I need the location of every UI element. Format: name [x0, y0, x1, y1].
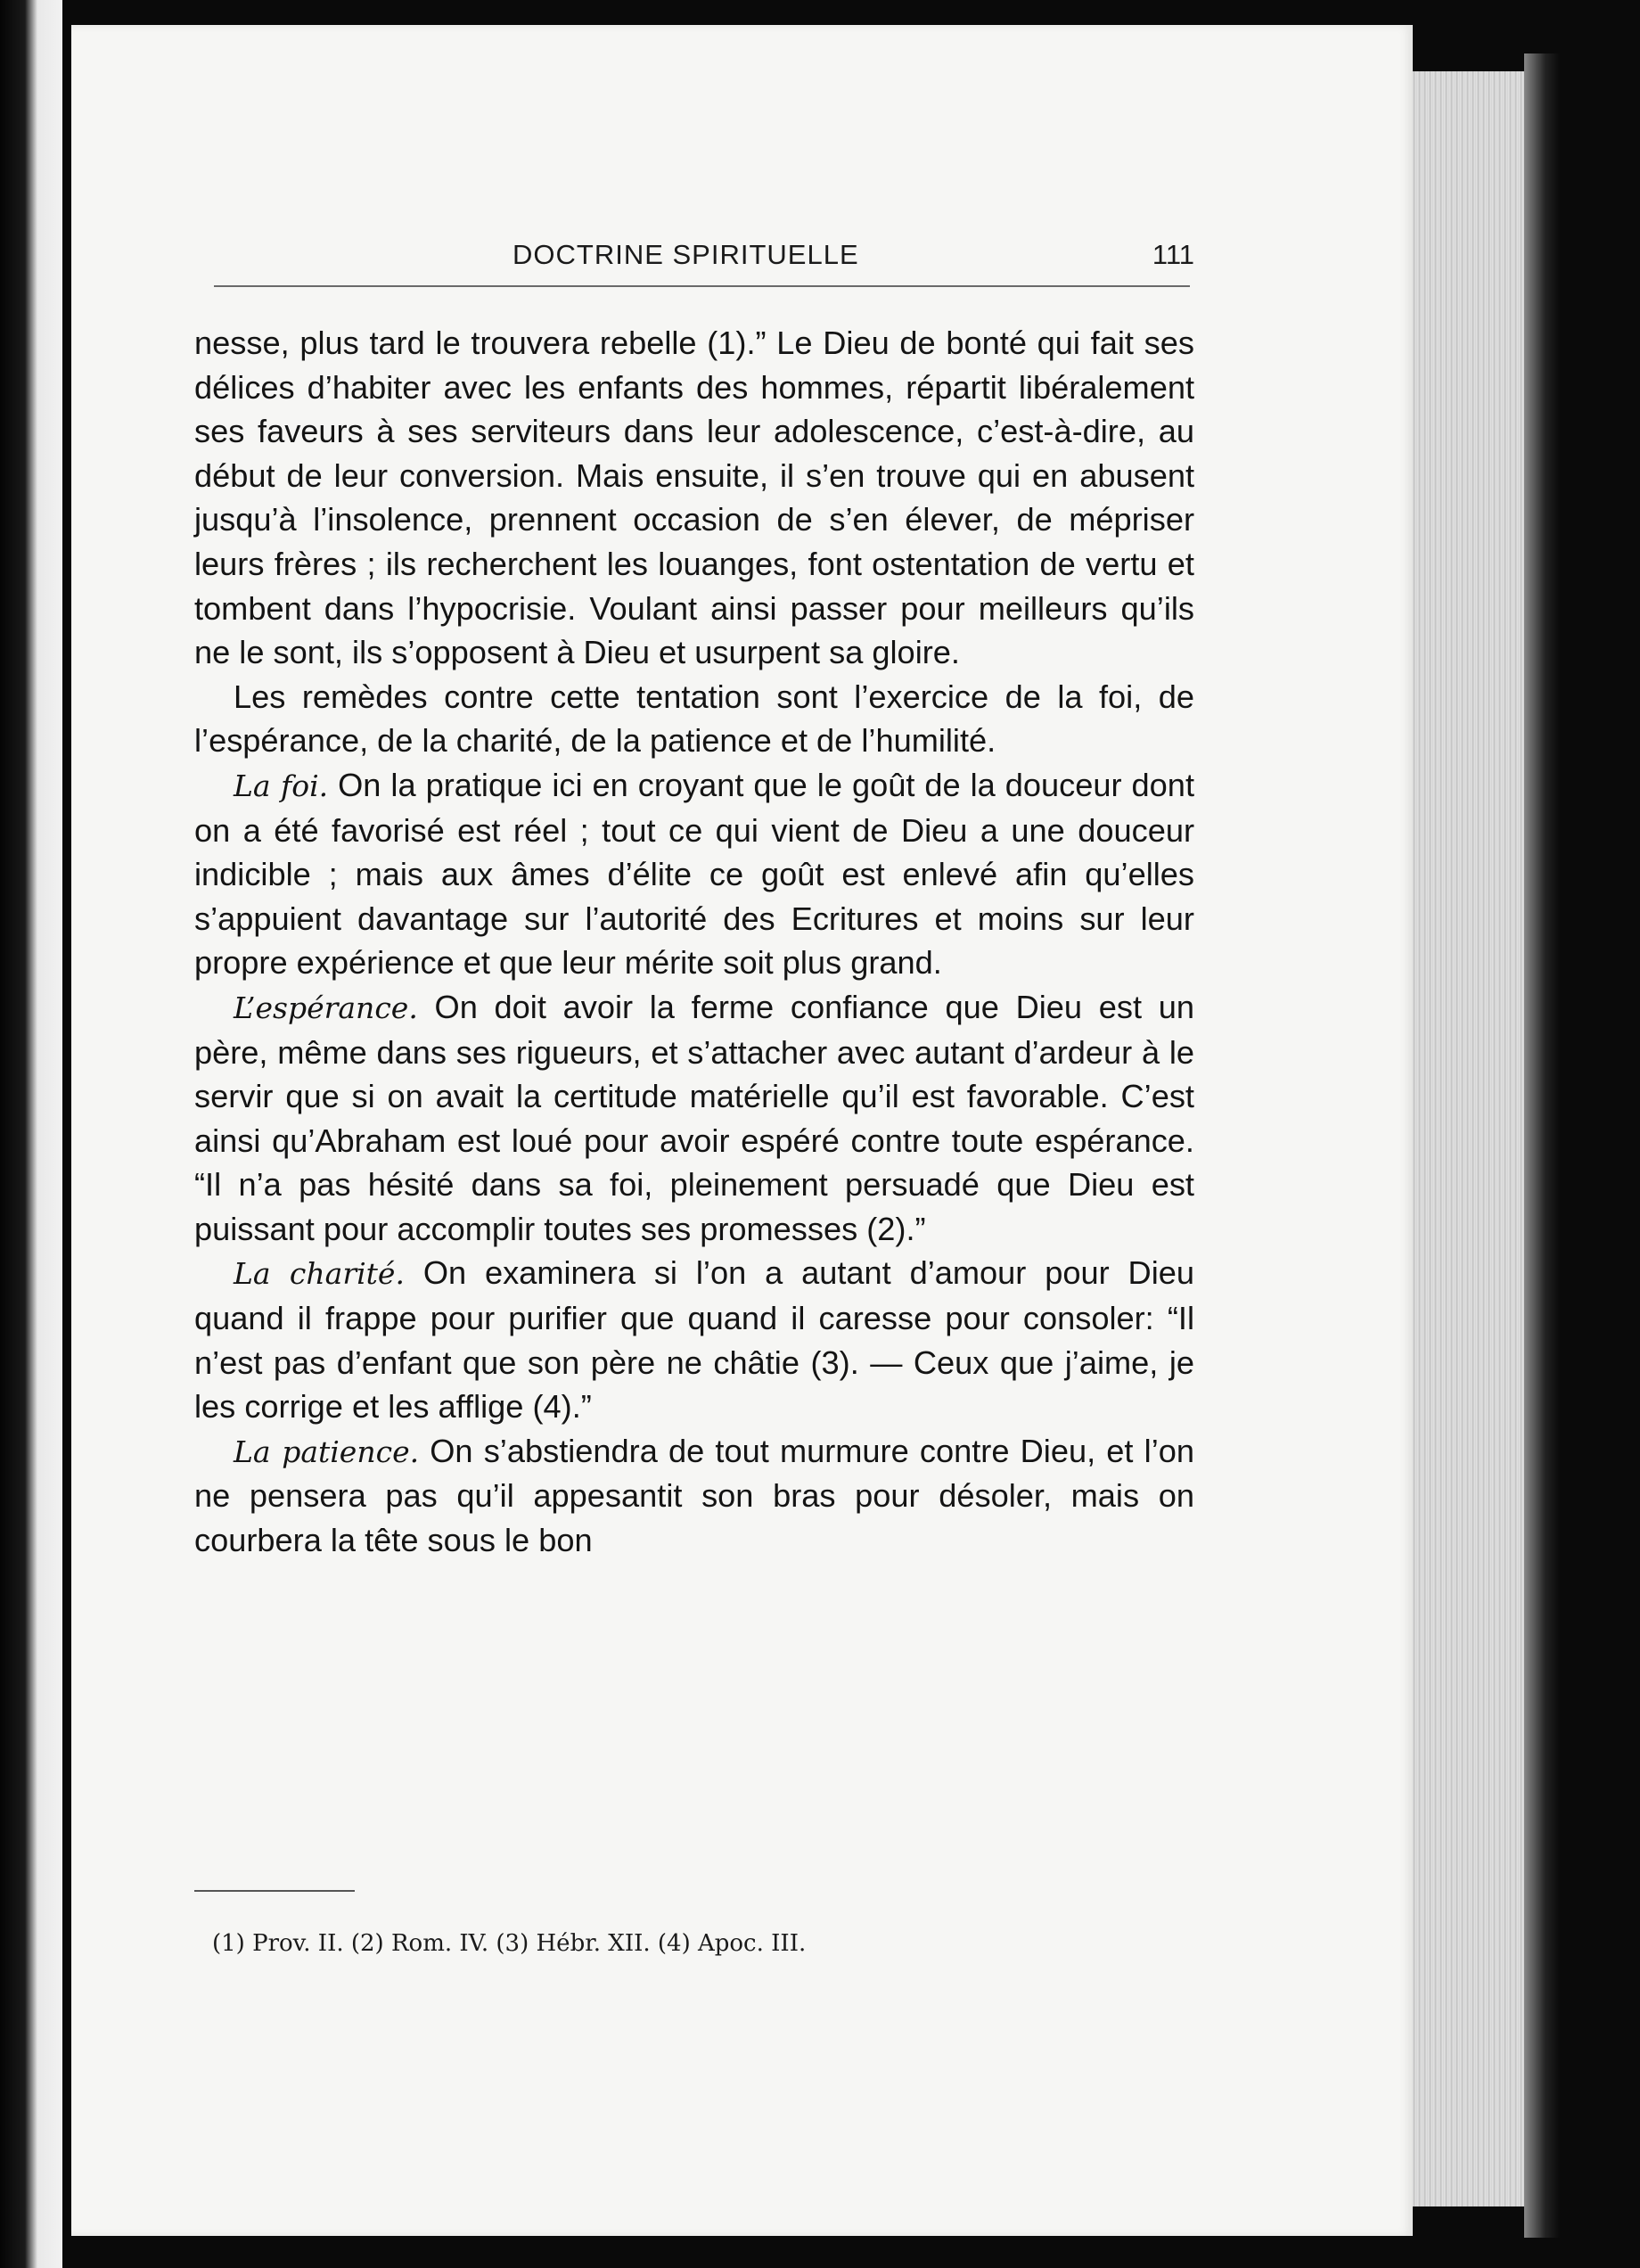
paragraph-text: nesse, plus tard le trouvera rebelle (1).” Le Dieu de bonté qui fait ses délices d’habiter avec les enfants des hommes, répartit libéralement ses faveurs à ses serviteurs dans leur adolescence, c’est-à-dire, au début de leur conversion. Mais ensuite, il s’en trouve qui en abusent jusqu’à l’insolence, prennent occasion de s’en élever, de mépriser leurs frères ; ils recherchent les louanges, font ostentation de vertu et tombent dans l’hypocrisie. Voulant ainsi passer pour meilleurs qu’ils ne le sont, ils s’opposent à Dieu et usurpent sa gloire.	[194, 325, 1194, 671]
footnotes: (1) Prov. II. (2) Rom. IV. (3) Hébr. XII. (4) Apoc. III.	[212, 1930, 807, 1957]
footnote-rule	[194, 1890, 355, 1892]
page-number: 111	[1152, 239, 1194, 270]
paragraph	[194, 1251, 1194, 1428]
paragraph-text: On s’abstiendra de tout murmure contre Dieu, et l’on ne pensera pas qu’il appesantit son bras pour désoler, mais on courbera la tête sous le bon	[194, 1432, 1194, 1559]
paragraph	[194, 763, 1194, 985]
paragraph	[194, 1429, 1194, 1563]
paragraph	[194, 675, 1194, 763]
page-edges-shadow	[1524, 53, 1560, 2238]
paragraph-text: On doit avoir la ferme confiance que Dieu est un père, même dans ses rigueurs, et s’attacher avec autant d’ardeur à le servir que si on avait la certitude matérielle qu’il est favorable. C’est ainsi qu’Abraham est loué pour avoir espéré contre toute espérance. “Il n’a pas hésité dans sa foi, pleinement persuadé que Dieu est puissant pour accomplir toutes ses promesses (2).”	[194, 988, 1194, 1247]
paragraph-text: On la pratique ici en croyant que le goût de la douceur dont on a été favorisé est réel ; tout ce qui vient de Dieu a une douceur indicible ; mais aux âmes d’élite ce goût est enlevé afin qu’elles s’appuient davantage sur l’autorité des Ecritures et moins sur leur propre expérience et que leur mérite soit plus grand.	[194, 766, 1194, 982]
running-title: DOCTRINE SPIRITUELLE	[512, 239, 859, 270]
header-rule	[214, 285, 1190, 287]
page-edges	[1413, 71, 1524, 2206]
paragraph-text: Les remèdes contre cette tentation sont l’exercice de la foi, de l’espérance, de la charité, de la patience et de l’humilité.	[194, 678, 1194, 760]
running-header	[214, 239, 1194, 275]
paragraph-text: On examinera si l’on a autant d’amour pour Dieu quand il frappe pour purifier que quand il caresse pour consoler: “Il n’est pas d’enfant que son père ne châtie (3). — Ceux que j’aime, je les corrige et les afflige (4).”	[194, 1254, 1194, 1426]
paragraph-lead: La foi.	[234, 768, 329, 803]
body-text	[194, 321, 1194, 1563]
paragraph-lead: La charité.	[234, 1256, 405, 1292]
book-spine-shadow	[0, 0, 62, 2268]
paragraph-lead: L’espérance.	[234, 990, 418, 1025]
paragraph	[194, 321, 1194, 675]
paragraph	[194, 985, 1194, 1252]
paragraph-lead: La patience.	[234, 1434, 420, 1469]
